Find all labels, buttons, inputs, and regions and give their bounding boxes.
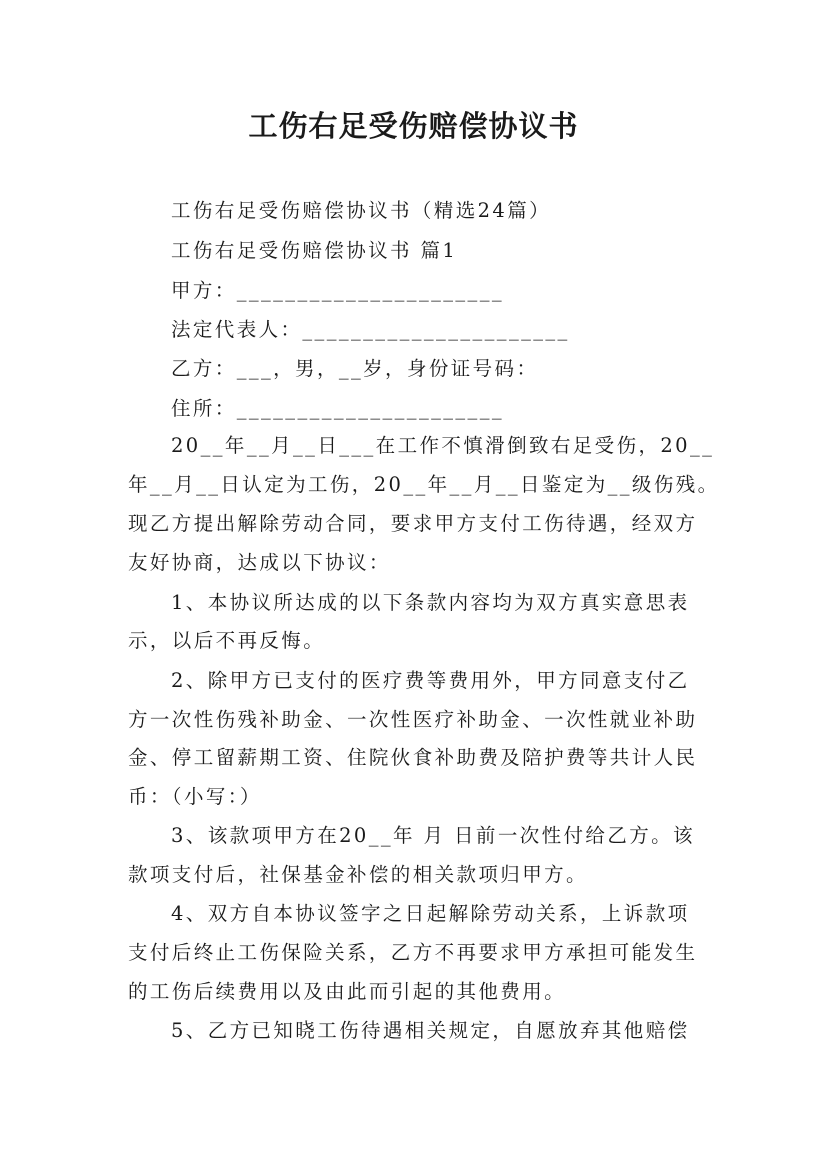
paragraph-line: 现乙方提出解除劳动合同，要求甲方支付工伤待遇，经双方 <box>128 512 698 535</box>
paragraph-line: 20__年__月__日___在工作不慎滑倒致右足受伤，20__ <box>171 434 715 457</box>
paragraph-line: 友好协商，达成以下协议： <box>128 551 391 574</box>
clause-2-line: 2、除甲方已支付的医疗费等费用外，甲方同意支付乙 <box>171 669 690 692</box>
clause-4-line: 4、双方自本协议签字之日起解除劳动关系，上诉款项 <box>171 902 690 925</box>
clause-4-line: 支付后终止工伤保险关系，乙方不再要求甲方承担可能发生 <box>128 941 698 964</box>
document-title: 工伤右足受伤赔偿协议书 <box>248 109 579 143</box>
clause-5-line: 5、乙方已知晓工伤待遇相关规定，自愿放弃其他赔偿 <box>171 1019 690 1042</box>
clause-2-line: 币：（小写：） <box>128 785 262 808</box>
section-heading: 工伤右足受伤赔偿协议书 篇1 <box>171 239 458 262</box>
subtitle-line: 工伤右足受伤赔偿协议书（精选24篇） <box>171 199 552 222</box>
legal-representative-line: 法定代表人：______________________ <box>171 318 570 341</box>
clause-3-line: 款项支付后，社保基金补偿的相关款项归甲方。 <box>128 863 588 886</box>
clause-4-line: 的工伤后续费用以及由此而引起的其他费用。 <box>128 980 567 1003</box>
address-line: 住所：______________________ <box>171 397 504 420</box>
clause-2-line: 金、停工留薪期工资、住院伙食补助费及陪护费等共计人民 <box>128 746 698 769</box>
paragraph-line: 年__月__日认定为工伤，20__年__月__日鉴定为__级伤残。 <box>128 473 720 496</box>
clause-2-line: 方一次性伤残补助金、一次性医疗补助金、一次性就业补助 <box>128 708 698 731</box>
clause-3-line: 3、该款项甲方在20__年 月 日前一次性付给乙方。该 <box>171 824 695 847</box>
party-b-line: 乙方：___，男，__岁，身份证号码： <box>171 357 539 380</box>
clause-1-line: 1、本协议所达成的以下条款内容均为双方真实意思表 <box>171 591 690 614</box>
party-a-line: 甲方：______________________ <box>171 279 504 302</box>
clause-1-line: 示，以后不再反悔。 <box>128 629 326 652</box>
